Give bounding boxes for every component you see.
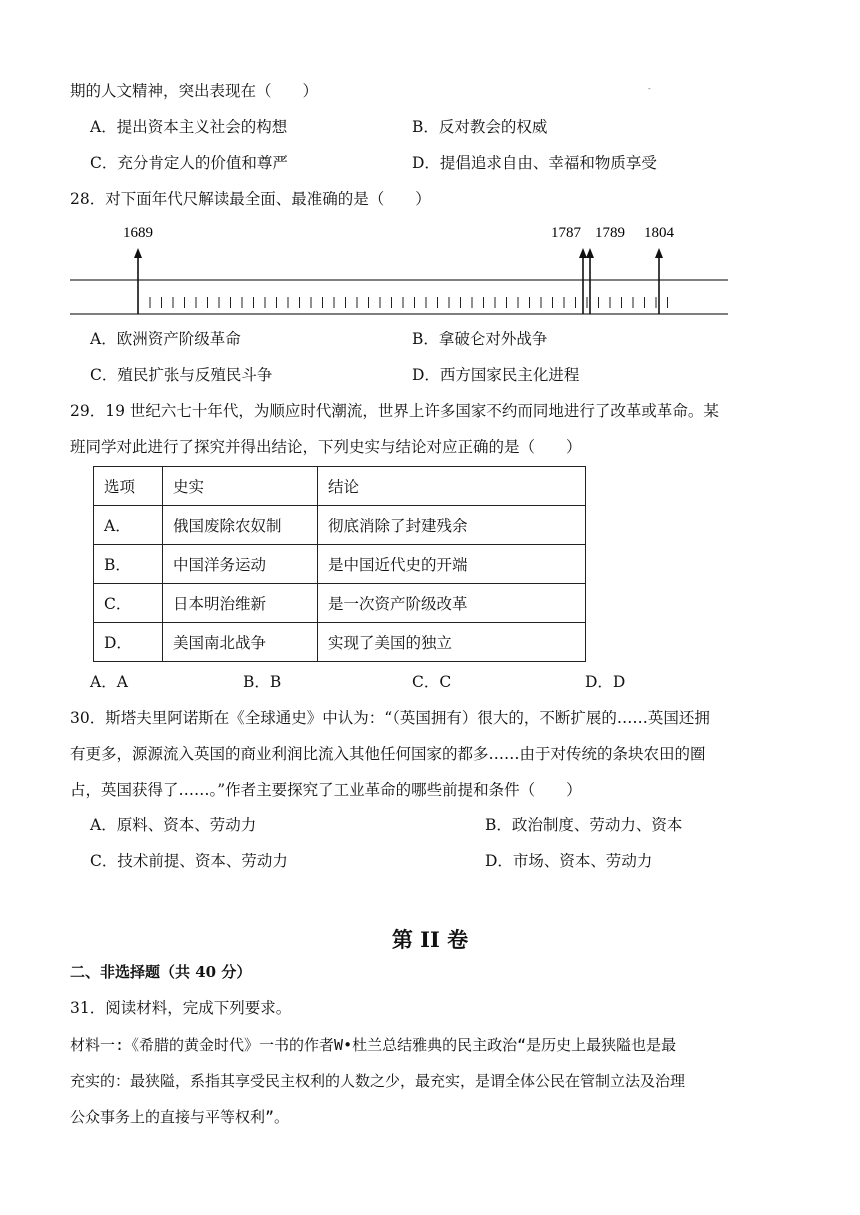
table-header-row — [94, 467, 586, 506]
table-cell: 中国洋务运动 — [163, 545, 318, 584]
timeline-label-1789: 1789 — [595, 225, 625, 241]
q28-stem: 28．对下面年代尺解读最全面、最准确的是（ ） — [70, 190, 431, 208]
q28-option-c: C．殖民扩张与反殖民斗争 — [90, 366, 273, 384]
stray-mark: - — [648, 84, 651, 93]
q29-option-b: B．B — [243, 673, 282, 691]
table-cell: 是一次资产阶级改革 — [318, 584, 586, 623]
volume-title: 第 II 卷 — [391, 927, 469, 952]
q31-stem: 31．阅读材料，完成下列要求。 — [70, 999, 292, 1017]
q30-option-c: C．技术前提、资本、劳动力 — [90, 852, 288, 870]
header-cell: 结论 — [318, 467, 586, 506]
timeline-chart — [70, 218, 730, 318]
q27-option-d: D．提倡追求自由、幸福和物质享受 — [412, 154, 657, 172]
q29-table — [93, 466, 586, 662]
q29-option-c: C．C — [412, 673, 452, 691]
timeline-label-1787: 1787 — [551, 225, 581, 241]
arrow-1689 — [123, 225, 153, 314]
q28-option-a: A．欧洲资产阶级革命 — [90, 330, 241, 348]
table-row — [94, 545, 586, 584]
table-cell: C． — [94, 584, 163, 623]
part-heading: 二、非选择题（共 40 分） — [70, 963, 252, 981]
q29-option-d: D．D — [585, 673, 626, 691]
q31-material-line1: 材料一:《希腊的黄金时代》一书的作者W•杜兰总结雅典的民主政治“是历史上最狭隘也是最 — [70, 1036, 677, 1054]
q31-material-line2: 充实的：最狭隘，系指其享受民主权利的人数之少，最充实，是谓全体公民在管制立法及治理 — [70, 1072, 686, 1090]
table-cell: B． — [94, 545, 163, 584]
q31-material-line3: 公众事务上的直接与平等权利”。 — [70, 1108, 290, 1126]
header-cell: 选项 — [94, 467, 163, 506]
table-row — [94, 623, 586, 662]
q27-option-c: C．充分肯定人的价值和尊严 — [90, 154, 288, 172]
table-cell: A． — [94, 506, 163, 545]
q27-stem-tail: 期的人文精神，突出表现在（ ） — [70, 82, 319, 100]
q27-option-b: B．反对教会的权威 — [412, 118, 548, 136]
q29-stem-line2: 班同学对此进行了探究并得出结论，下列史实与结论对应正确的是（ ） — [70, 438, 582, 456]
table-cell: 实现了美国的独立 — [318, 623, 586, 662]
header-cell: 史实 — [163, 467, 318, 506]
table-cell: 彻底消除了封建残余 — [318, 506, 586, 545]
table-cell: 是中国近代史的开端 — [318, 545, 586, 584]
q29-stem-line1: 29．19 世纪六七十年代，为顺应时代潮流，世界上许多国家不约而同地进行了改革或革命。某 — [70, 402, 719, 420]
q30-option-a: A．原料、资本、劳动力 — [90, 816, 257, 834]
q28-option-d: D．西方国家民主化进程 — [412, 366, 580, 384]
q27-option-a: A．提出资本主义社会的构想 — [90, 118, 288, 136]
table-cell: 俄国废除农奴制 — [163, 506, 318, 545]
timeline-label-1804: 1804 — [644, 225, 674, 241]
q30-stem-line2: 有更多，源源流入英国的商业利润比流入其他任何国家的都多……由于对传统的条块农田的圈 — [70, 745, 706, 763]
arrow-1787 — [551, 225, 587, 314]
arrow-1789 — [586, 225, 625, 314]
q28-option-b: B．拿破仑对外战争 — [412, 330, 548, 348]
timeline-label-1689: 1689 — [123, 225, 153, 241]
q30-option-d: D．市场、资本、劳动力 — [485, 852, 653, 870]
table-cell: 日本明治维新 — [163, 584, 318, 623]
arrow-1804 — [644, 225, 675, 314]
q30-stem-line1: 30．斯塔夫里阿诺斯在《全球通史》中认为：“（英国拥有）很大的，不断扩展的……英国还拥 — [70, 709, 710, 727]
q29-option-a: A．A — [90, 673, 128, 691]
table-cell: D． — [94, 623, 163, 662]
q30-stem-line3: 占，英国获得了……。”作者主要探究了工业革命的哪些前提和条件（ ） — [70, 781, 582, 799]
table-cell: 美国南北战争 — [163, 623, 318, 662]
table-row — [94, 506, 586, 545]
table-row — [94, 584, 586, 623]
q30-option-b: B．政治制度、劳动力、资本 — [485, 816, 683, 834]
